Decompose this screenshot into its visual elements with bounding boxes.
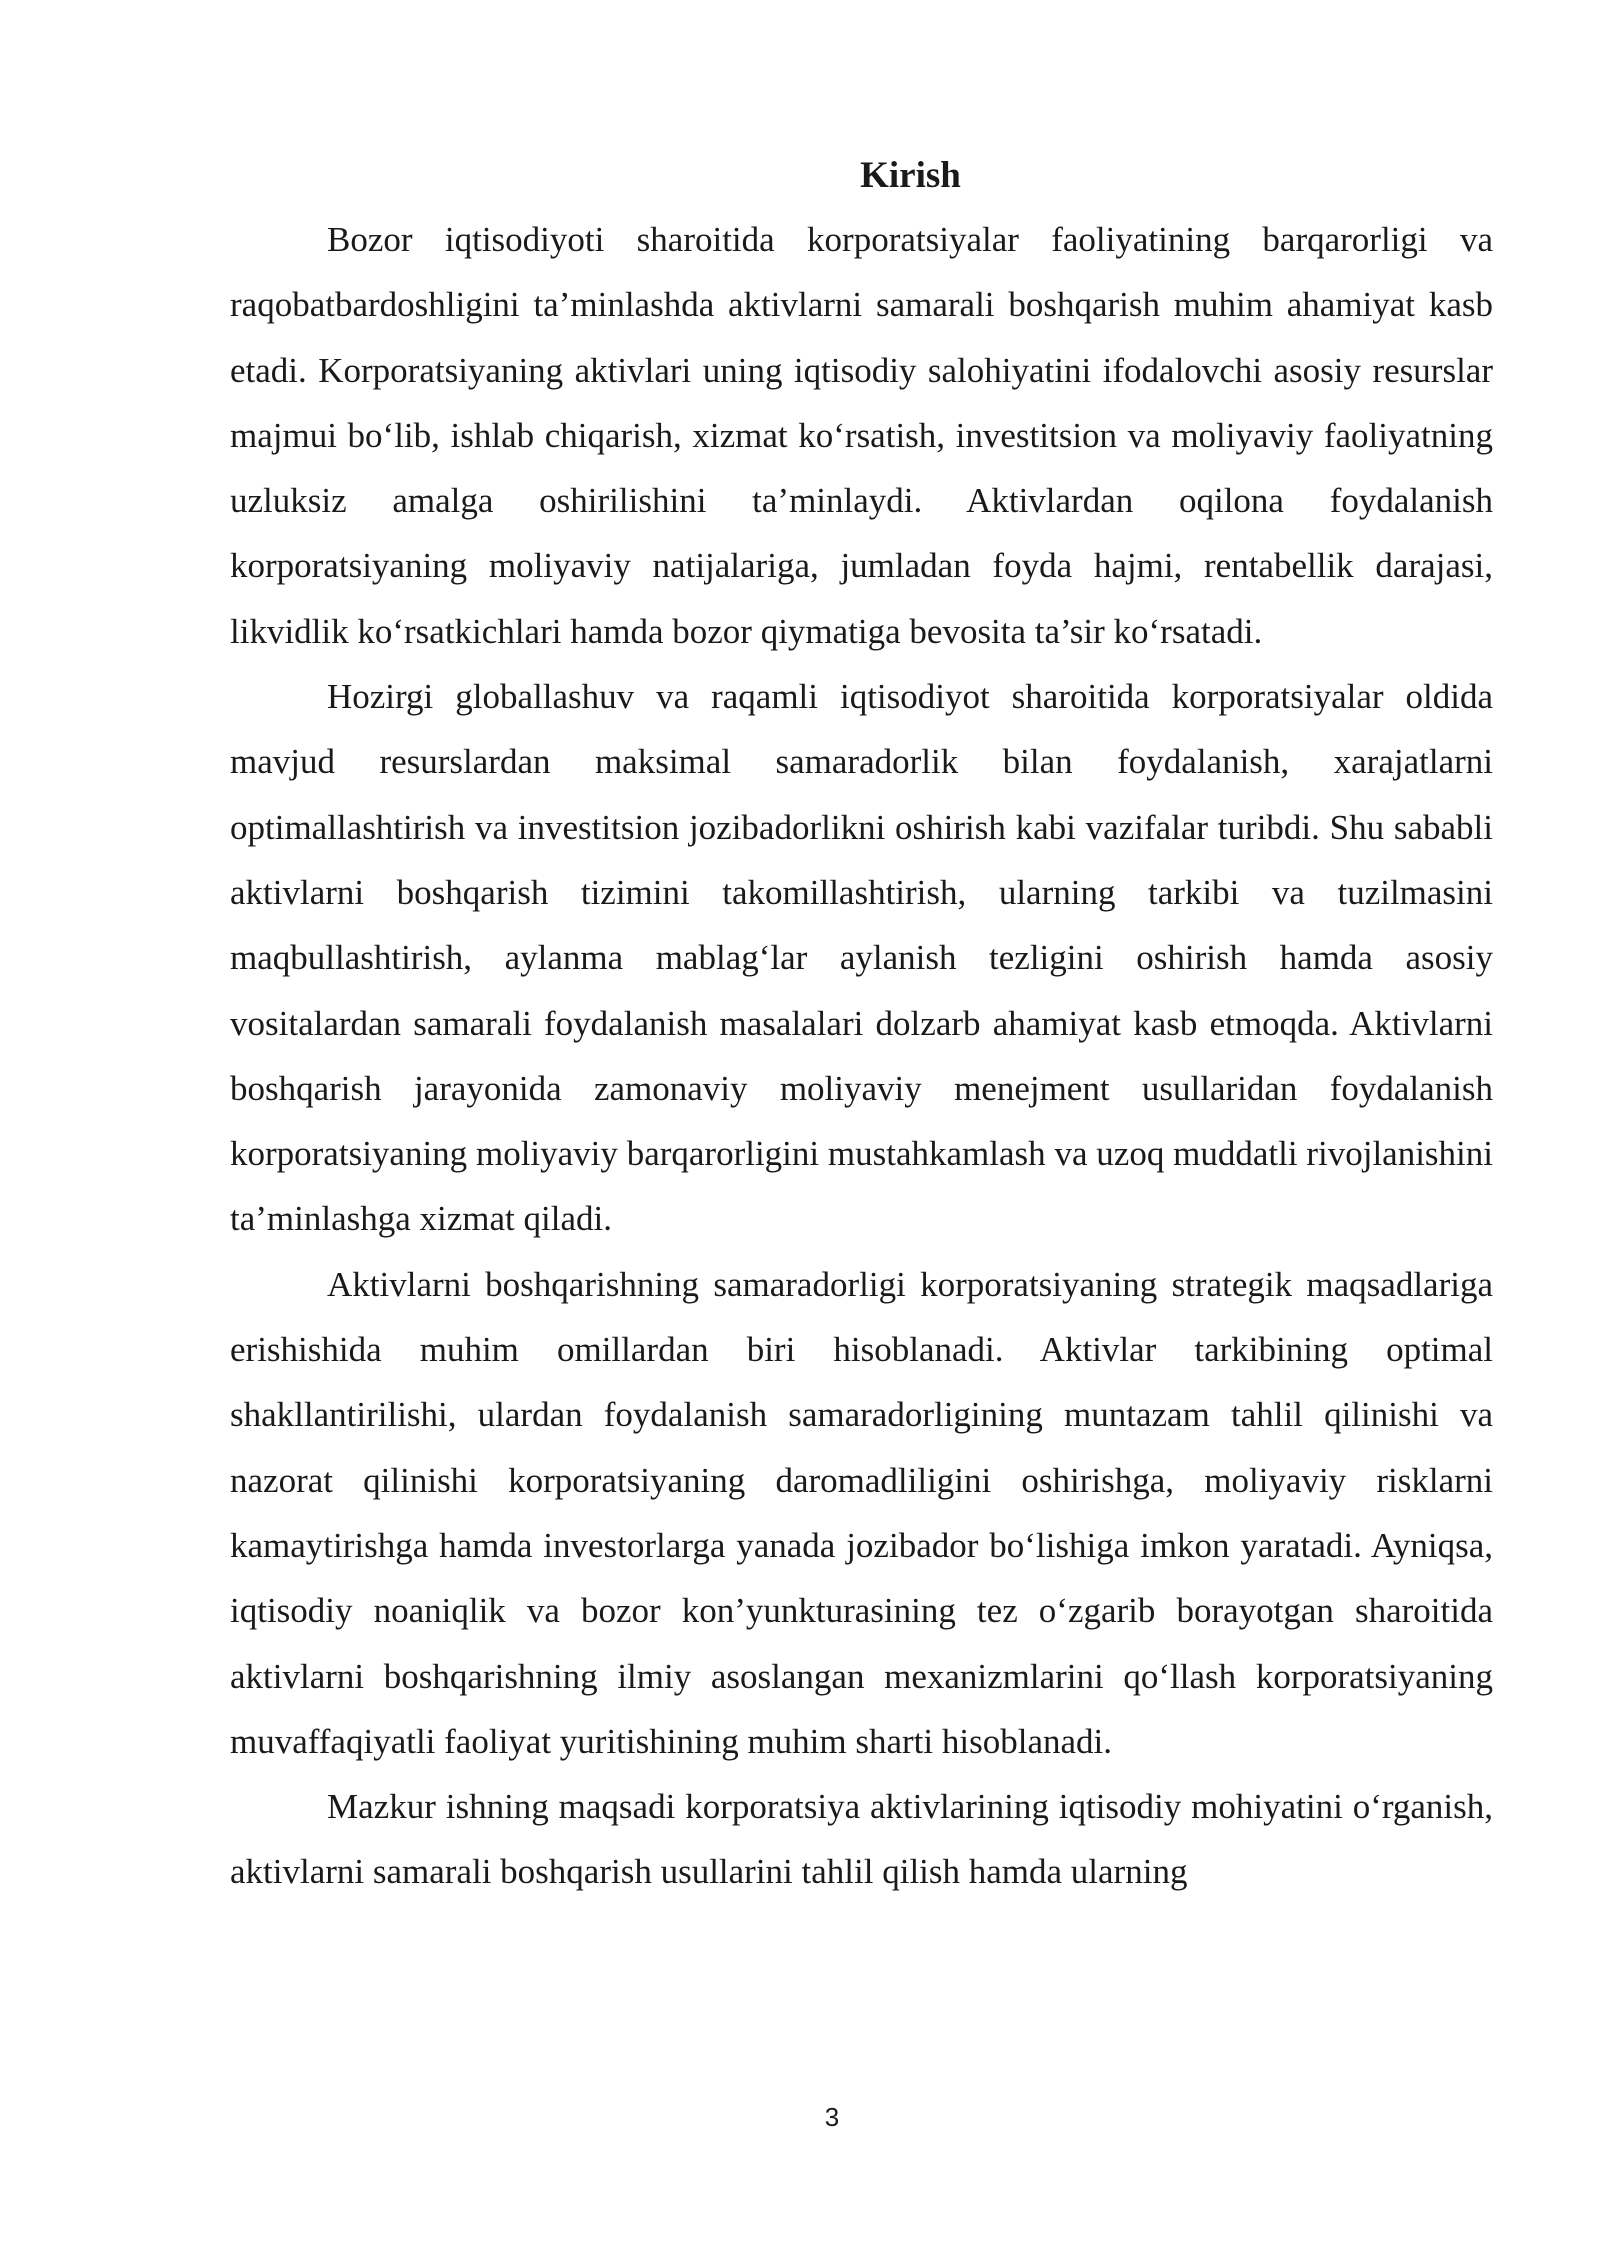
paragraph-4: Mazkur ishning maqsadi korporatsiya aktivlarining iqtisodiy mohiyatini o‘rganish, aktivlarni samarali boshqarish usullarini tahlil qilish hamda ularning bbox=[230, 1787, 1493, 1892]
paragraph-2: Hozirgi globallashuv va raqamli iqtisodiyot sharoitida korporatsiyalar oldida mavjud resurslardan maksimal samaradorlik bilan foydalanish, xarajatlarni optimallashtirish va investitsion jozibadorlikni oshirish kabi vazifalar turibdi. Shu sababli aktivlarni boshqarish tizimini takomillashtirish, ularning tarkibi va tuzilmasini maqbullashtirish, aylanma mablag‘lar aylanish tezligini oshirish hamda asosiy vositalardan samarali foydalanish masalalari dolzarb ahamiyat kasb etmoqda. Aktivlarni boshqarish jarayonida zamonaviy moliyaviy menejment usullaridan foydalanish korporatsiyaning moliyaviy barqarorligini mustahkamlash va uzoq muddatli rivojlanishini ta’minlashga xizmat qiladi. bbox=[230, 677, 1493, 1239]
paragraph-3: Aktivlarni boshqarishning samaradorligi korporatsiyaning strategik maqsadlariga erishishida muhim omillardan biri hisoblanadi. Aktivlar tarkibining optimal shakllantirilishi, ulardan foydalanish samaradorligining muntazam tahlil qilinishi va nazorat qilinishi korporatsiyaning daromadliligini oshirishga, moliyaviy risklarni kamaytirishga hamda investorlarga yanada jozibador bo‘lishiga imkon yaratadi. Ayniqsa, iqtisodiy noaniqlik va bozor kon’yunkturasining tez o‘zgarib borayotgan sharoitida aktivlarni boshqarishning ilmiy asoslangan mexanizmlarini qo‘llash korporatsiyaning muvaffaqiyatli faoliyat yuritishining muhim sharti hisoblanadi. bbox=[230, 1264, 1493, 1761]
page-content bbox=[230, 145, 1493, 1905]
paragraph-1: Bozor iqtisodiyoti sharoitida korporatsiyalar faoliyatining barqarorligi va raqobatbardoshligini ta’minlashda aktivlarni samarali boshqarish muhim ahamiyat kasb etadi. Korporatsiyaning aktivlari uning iqtisodiy salohiyatini ifodalovchi asosiy resurslar majmui bo‘lib, ishlab chiqarish, xizmat ko‘rsatish, investitsion va moliyaviy faoliyatning uzluksiz amalga oshirilishini ta’minlaydi. Aktivlardan oqilona foydalanish korporatsiyaning moliyaviy natijalariga, jumladan foyda hajmi, rentabellik darajasi, likvidlik ko‘rsatkichlari hamda bozor qiymatiga bevosita ta’sir ko‘rsatadi. bbox=[230, 220, 1493, 651]
section-title: Kirish bbox=[860, 155, 961, 196]
page-number: 3 bbox=[824, 2102, 840, 2132]
